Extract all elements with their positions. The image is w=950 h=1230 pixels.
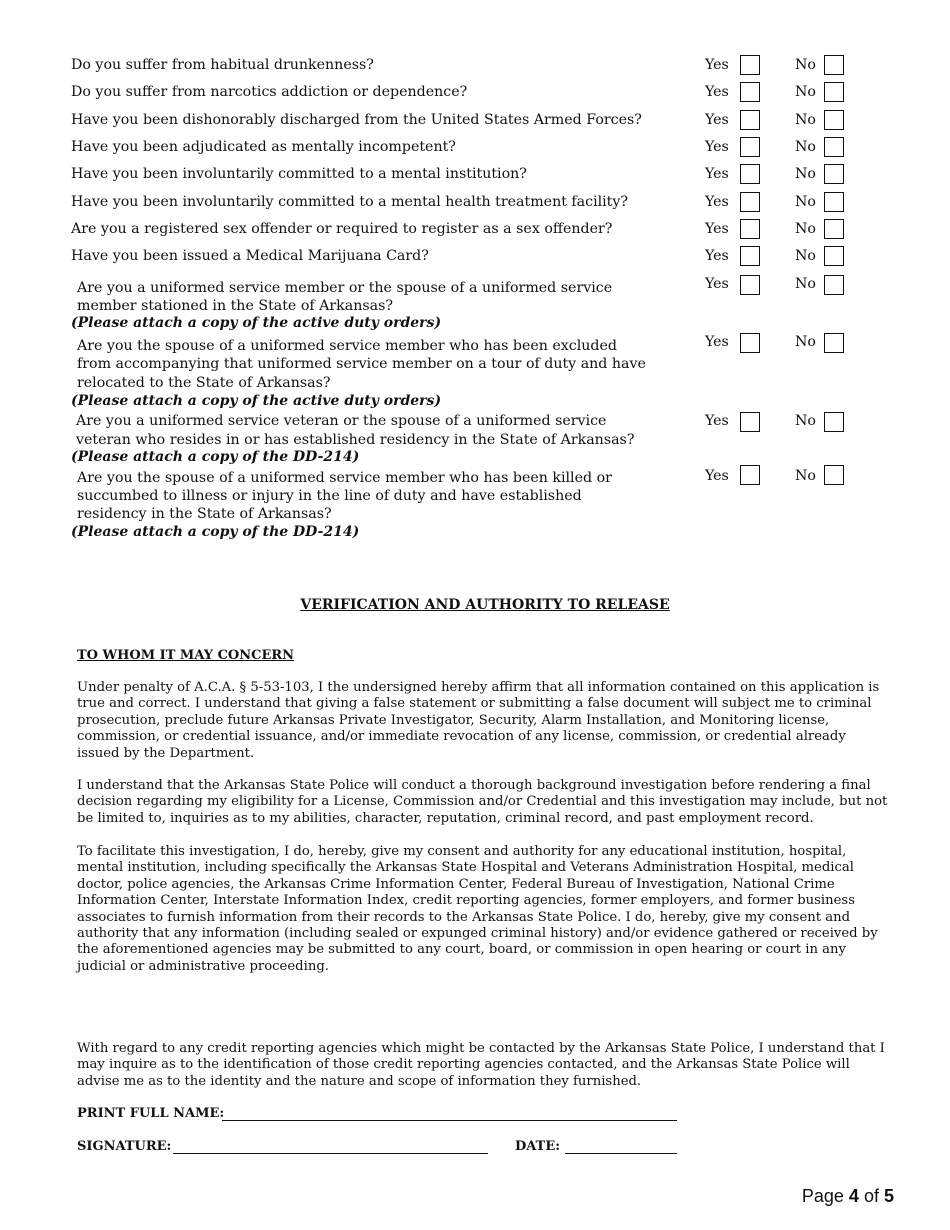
print-name-field[interactable] xyxy=(222,1120,677,1121)
question-line: veteran who resides in or has established residency in the State of Arkansas? xyxy=(76,432,635,448)
yes-checkbox[interactable] xyxy=(740,412,760,432)
yes-checkbox[interactable] xyxy=(740,246,760,266)
date-field[interactable] xyxy=(565,1153,677,1154)
question-text: Do you suffer from habitual drunkenness? xyxy=(71,57,374,73)
question-text: Have you been adjudicated as mentally incompetent? xyxy=(71,139,456,155)
no-label: No xyxy=(795,413,816,429)
question-text: Do you suffer from narcotics addiction or dependence? xyxy=(71,84,468,100)
question-line: succumbed to illness or injury in the line of duty and have established xyxy=(77,488,582,504)
salutation: TO WHOM IT MAY CONCERN xyxy=(77,648,295,663)
no-label: No xyxy=(795,84,816,100)
yes-checkbox[interactable] xyxy=(740,137,760,157)
attachment-note: (Please attach a copy of the DD-214) xyxy=(71,449,360,465)
yes-label: Yes xyxy=(705,276,729,292)
yes-label: Yes xyxy=(705,413,729,429)
yes-checkbox[interactable] xyxy=(740,275,760,295)
question-line: Are you the spouse of a uniformed service member who has been excluded xyxy=(77,338,617,354)
no-checkbox[interactable] xyxy=(824,465,844,485)
question-text: Have you been involuntarily committed to a mental institution? xyxy=(71,166,527,182)
yes-label: Yes xyxy=(705,166,729,182)
no-label: No xyxy=(795,334,816,350)
yes-checkbox[interactable] xyxy=(740,82,760,102)
paragraph-background-check: I understand that the Arkansas State Police will conduct a thorough background investigation before rendering a final decision regarding my eligibility for a License, Commission and/or Credential and this investigation may include, but not be limited to, inquiries as to my abilities, character, reputation, criminal record, and past employment record. xyxy=(77,778,888,826)
no-label: No xyxy=(795,139,816,155)
date-label: DATE: xyxy=(515,1139,561,1154)
page-current: 4 xyxy=(848,1186,859,1206)
yes-label: Yes xyxy=(705,194,729,210)
question-line: Are you a uniformed service member or the spouse of a uniformed service xyxy=(77,280,613,296)
paragraph-affirmation: Under penalty of A.C.A. § 5-53-103, I the undersigned hereby affirm that all information contained on this application is true and correct. I understand that giving a false statement or submitting a false document will subject me to criminal prosecution, preclude future Arkansas Private Investigator, Security, Alarm Installation, and Monitoring license, commission, or credential issuance, and/or immediate revocation of any license, commission, or credential already issued by the Department. xyxy=(77,680,880,761)
no-checkbox[interactable] xyxy=(824,192,844,212)
question-text: Are you a registered sex offender or required to register as a sex offender? xyxy=(71,221,613,237)
no-label: No xyxy=(795,221,816,237)
question-text: Have you been issued a Medical Marijuana Card? xyxy=(71,248,429,264)
question-text: Have you been dishonorably discharged from the United States Armed Forces? xyxy=(71,112,642,128)
no-label: No xyxy=(795,194,816,210)
yes-checkbox[interactable] xyxy=(740,192,760,212)
yes-label: Yes xyxy=(705,112,729,128)
verification-heading: VERIFICATION AND AUTHORITY TO RELEASE xyxy=(300,597,670,613)
yes-checkbox[interactable] xyxy=(740,465,760,485)
no-checkbox[interactable] xyxy=(824,110,844,130)
yes-label: Yes xyxy=(705,139,729,155)
no-checkbox[interactable] xyxy=(824,82,844,102)
question-line: member stationed in the State of Arkansas? xyxy=(77,298,393,314)
attachment-note: (Please attach a copy of the DD-214) xyxy=(71,524,360,540)
page-prefix: Page xyxy=(801,1186,844,1206)
no-label: No xyxy=(795,468,816,484)
no-checkbox[interactable] xyxy=(824,275,844,295)
yes-checkbox[interactable] xyxy=(740,164,760,184)
question-line: Are you the spouse of a uniformed service member who has been killed or xyxy=(77,470,612,486)
no-checkbox[interactable] xyxy=(824,137,844,157)
yes-checkbox[interactable] xyxy=(740,55,760,75)
no-checkbox[interactable] xyxy=(824,333,844,353)
no-checkbox[interactable] xyxy=(824,164,844,184)
no-checkbox[interactable] xyxy=(824,55,844,75)
print-name-label: PRINT FULL NAME: xyxy=(77,1106,225,1121)
question-line: Are you a uniformed service veteran or the spouse of a uniformed service xyxy=(76,413,607,429)
no-label: No xyxy=(795,57,816,73)
attachment-note: (Please attach a copy of the active duty orders) xyxy=(71,393,442,409)
page-total: 5 xyxy=(883,1186,894,1206)
no-label: No xyxy=(795,276,816,292)
yes-label: Yes xyxy=(705,84,729,100)
paragraph-consent: To facilitate this investigation, I do, hereby, give my consent and authority for any educational institution, hospital, mental institution, including specifically the Arkansas State Hospital and Veterans Administration Hospital, medical doctor, police agencies, the Arkansas Crime Information Center, Federal Bureau of Investigation, National Crime Information Center, Interstate Information Index, credit reporting agencies, former employers, and former business associates to furnish information from their records to the Arkansas State Police. I do, hereby, give my consent and authority that any information (including sealed or expunged criminal history) and/or evidence gathered or received by the aforementioned agencies may be submitted to any court, board, or commission in open hearing or court in any judicial or administrative proceeding. xyxy=(77,844,878,974)
no-checkbox[interactable] xyxy=(824,412,844,432)
page-of: of xyxy=(863,1186,879,1206)
question-line: relocated to the State of Arkansas? xyxy=(77,375,331,391)
attachment-note: (Please attach a copy of the active duty orders) xyxy=(71,315,442,331)
no-label: No xyxy=(795,166,816,182)
no-checkbox[interactable] xyxy=(824,219,844,239)
yes-checkbox[interactable] xyxy=(740,333,760,353)
signature-field[interactable] xyxy=(173,1153,488,1154)
yes-label: Yes xyxy=(705,334,729,350)
signature-label: SIGNATURE: xyxy=(77,1139,172,1154)
yes-label: Yes xyxy=(705,248,729,264)
no-label: No xyxy=(795,248,816,264)
no-checkbox[interactable] xyxy=(824,246,844,266)
yes-label: Yes xyxy=(705,57,729,73)
yes-label: Yes xyxy=(705,221,729,237)
page-number xyxy=(802,1186,894,1207)
paragraph-credit-agencies: With regard to any credit reporting agencies which might be contacted by the Arkansas State Police, I understand that I may inquire as to the identification of those credit reporting agencies contacted, and the Arkansas State Police will advise me as to the identity and the nature and scope of information they furnished. xyxy=(77,1041,885,1089)
yes-label: Yes xyxy=(705,468,729,484)
no-label: No xyxy=(795,112,816,128)
yes-checkbox[interactable] xyxy=(740,219,760,239)
yes-checkbox[interactable] xyxy=(740,110,760,130)
question-line: from accompanying that uniformed service member on a tour of duty and have xyxy=(77,356,646,372)
question-line: residency in the State of Arkansas? xyxy=(77,506,332,522)
question-text: Have you been involuntarily committed to a mental health treatment facility? xyxy=(71,194,629,210)
